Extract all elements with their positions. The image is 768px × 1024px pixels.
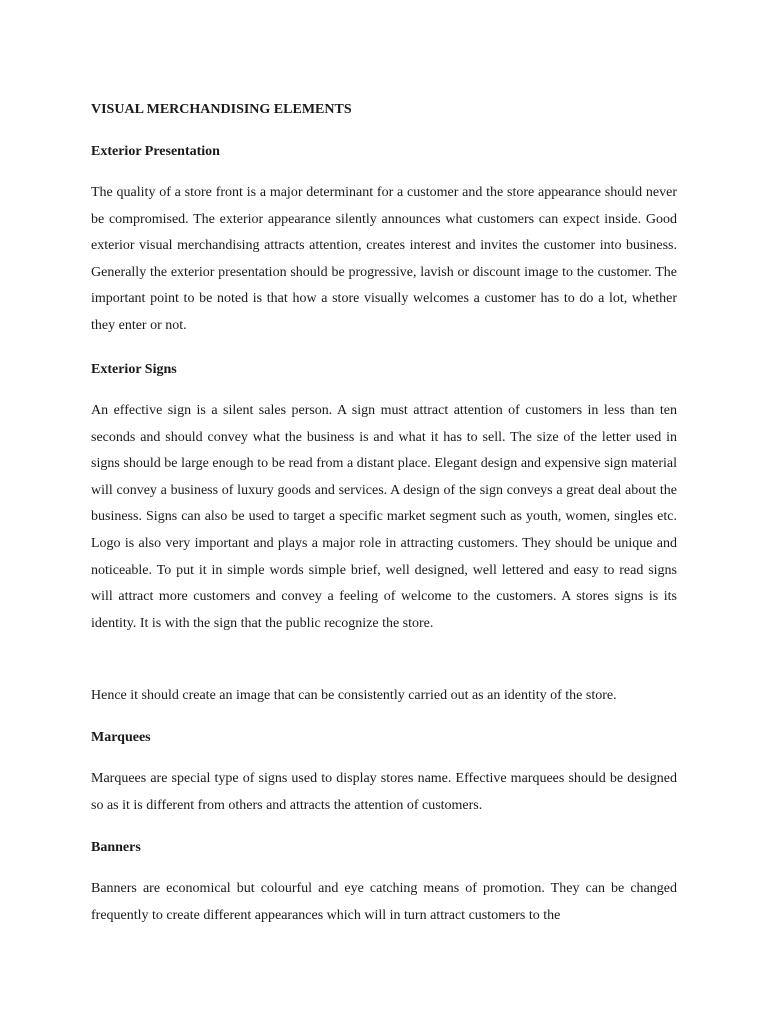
- section-heading-banners: Banners: [91, 840, 141, 855]
- paragraph-banners: Banners are economical but colourful and eye catching means of promotion. They can be changed frequently to create different appearances which will in turn attract customers to the: [91, 881, 677, 923]
- paragraph-exterior-presentation: The quality of a store front is a major determinant for a customer and the store appearance should never be compromised. The exterior appearance silently announces what customers can expect inside. Good exterior visual merchandising attracts attention, creates interest and invites the customer into business. Generally the exterior presentation should be progressive, lavish or discount image to the customer. The important point to be noted is that how a store visually welcomes a customer has to do a lot, whether they enter or not.: [91, 185, 677, 333]
- section-heading-exterior-presentation: Exterior Presentation: [91, 144, 220, 159]
- paragraph-exterior-signs: An effective sign is a silent sales person. A sign must attract attention of customers in less than ten seconds and should convey what the business is and what it has to sell. The size of the letter used in signs should be large enough to be read from a distant place. Elegant design and expensive sign material will convey a business of luxury goods and services. A design of the sign conveys a great deal about the business. Signs can also be used to target a specific market segment such as youth, women, singles etc. Logo is also very important and plays a major role in attracting customers. They should be unique and noticeable. To put it in simple words simple brief, well designed, well lettered and easy to read signs will attract more customers and convey a feeling of welcome to the customers. A stores signs is its identity. It is with the sign that the public recognize the store.: [91, 403, 677, 631]
- paragraph-exterior-signs-identity: Hence it should create an image that can be consistently carried out as an identity of the store.: [91, 688, 617, 703]
- document-title: VISUAL MERCHANDISING ELEMENTS: [91, 102, 352, 117]
- paragraph-marquees: Marquees are special type of signs used to display stores name. Effective marquees should be designed so as it is different from others and attracts the attention of customers.: [91, 771, 677, 813]
- section-heading-marquees: Marquees: [91, 730, 151, 745]
- section-heading-exterior-signs: Exterior Signs: [91, 362, 177, 377]
